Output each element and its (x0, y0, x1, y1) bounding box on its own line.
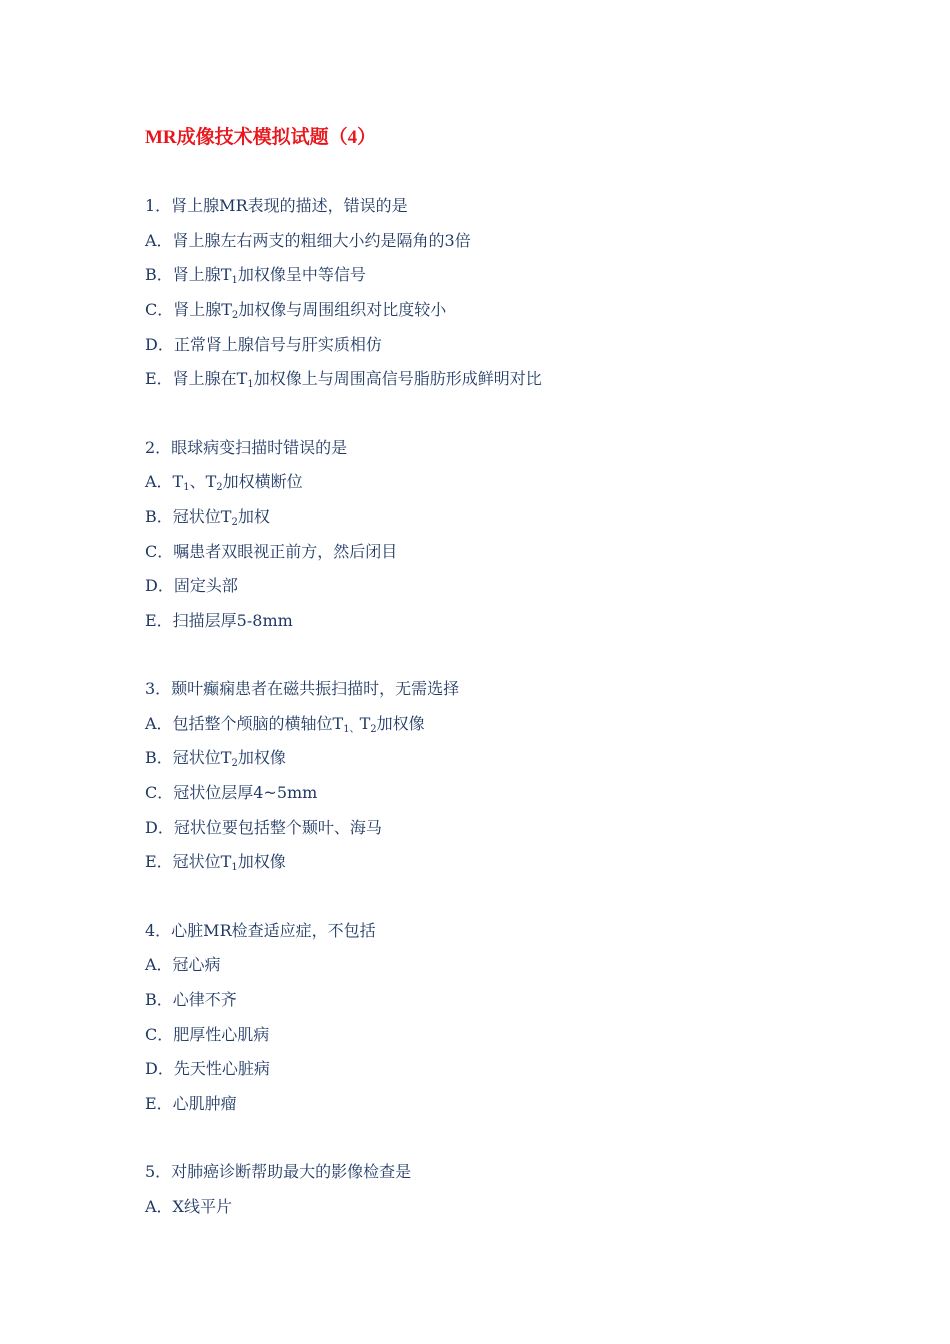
question-1-option-e: E．肾上腺在$T_1$加权像上与周围高信号脂肪形成鲜明对比 (145, 369, 542, 390)
question-1-option-a: A．肾上腺左右两支的粗细大小约是隔角的3倍 (145, 231, 471, 250)
question-3-option-e: E．冠状位$T_1$加权像 (145, 852, 286, 873)
question-1-stem: 1．肾上腺MR表现的描述，错误的是 (145, 196, 408, 215)
question-4-option-e: E．心肌肿瘤 (145, 1094, 237, 1113)
question-4-option-a: A．冠心病 (145, 955, 221, 974)
question-2-stem: 2．眼球病变扫描时错误的是 (145, 438, 348, 457)
question-1-option-d: D．正常肾上腺信号与肝实质相仿 (145, 335, 382, 354)
document-title: MR成像技术模拟试题（4） (145, 127, 377, 148)
question-2-option-c: C．嘱患者双眼视正前方，然后闭目 (145, 542, 398, 561)
question-3-stem: 3．颞叶癫痫患者在磁共振扫描时，无需选择 (145, 679, 460, 698)
question-1-option-b: B．肾上腺$T_1$加权像呈中等信号 (145, 265, 366, 286)
question-5-stem: 5．对肺癌诊断帮助最大的影像检查是 (145, 1162, 412, 1181)
question-4-option-d: D．先天性心脏病 (145, 1059, 270, 1078)
question-3-option-b: B．冠状位$T_2$加权像 (145, 748, 286, 769)
question-4-option-b: B．心律不齐 (145, 990, 237, 1009)
question-2-option-a: A．$T_1$、$T_2$加权横断位 (145, 472, 303, 493)
question-2-option-e: E．扫描层厚5-8mm (145, 611, 293, 630)
question-3-option-c: C．冠状位层厚4~5mm (145, 783, 318, 802)
question-2-option-b: B．冠状位$T_2$加权 (145, 507, 270, 528)
question-4-option-c: C．肥厚性心肌病 (145, 1025, 270, 1044)
question-1-option-c: C．肾上腺$T_2$加权像与周围组织对比度较小 (145, 300, 447, 321)
question-2-option-d: D．固定头部 (145, 576, 238, 595)
question-5-option-a: A．X线平片 (145, 1197, 232, 1216)
question-4-stem: 4．心脏MR检查适应症，不包括 (145, 921, 376, 940)
question-3-option-d: D．冠状位要包括整个颞叶、海马 (145, 818, 382, 837)
question-3-option-a: A．包括整个颅脑的横轴位$T_{1、}T_2$加权像 (145, 714, 425, 735)
